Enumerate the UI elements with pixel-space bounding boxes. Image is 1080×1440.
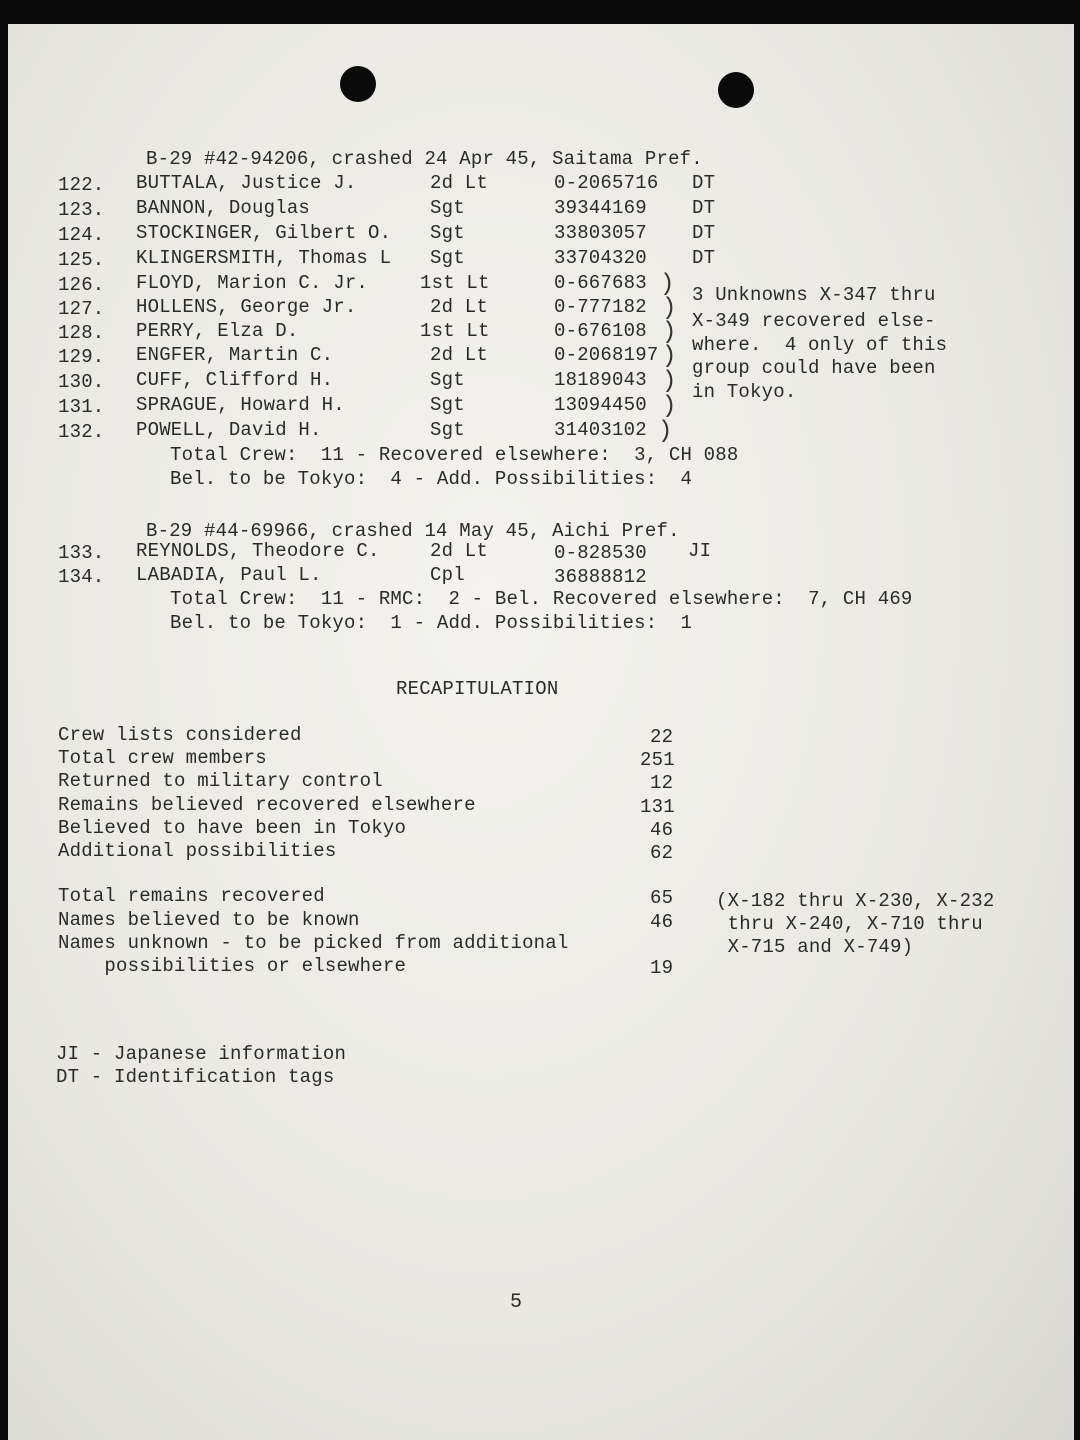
crew-rank: Cpl (430, 564, 465, 586)
crew-code: DT (692, 222, 716, 244)
recap-value: 22 (650, 726, 674, 748)
crew-code: DT (692, 247, 716, 269)
recap-value: 12 (650, 772, 674, 794)
recap-label: Additional possibilities (58, 840, 337, 862)
crew-name: BUTTALA, Justice J. (136, 172, 357, 194)
recap-value: 46 (650, 911, 674, 933)
crew-rank: 2d Lt (430, 296, 489, 318)
crew-rank: 2d Lt (430, 540, 489, 562)
crew-serial: 0-667683 (554, 272, 647, 294)
punch-hole-right (718, 72, 754, 108)
crew-serial: 0-777182 (554, 296, 647, 318)
row-number: 126. (58, 274, 105, 296)
crew-serial: 39344169 (554, 197, 647, 219)
crew-name: FLOYD, Marion C. Jr. (136, 272, 369, 294)
section1-total-line: Total Crew: 11 - Recovered elsewhere: 3, CH 088 (170, 444, 739, 466)
recap-label: Believed to have been in Tokyo (58, 817, 407, 839)
recap-value: 46 (650, 819, 674, 841)
note-line: thru X-240, X-710 thru (716, 913, 983, 935)
recap-label: Names believed to be known (58, 909, 360, 931)
row-number: 122. (58, 174, 105, 196)
crew-rank: Sgt (430, 247, 465, 269)
row-number: 134. (58, 566, 105, 588)
crew-serial: 33803057 (554, 222, 647, 244)
crew-name: ENGFER, Martin C. (136, 344, 334, 366)
row-number: 123. (58, 199, 105, 221)
recap-value: 131 (640, 796, 675, 818)
note-line: group could have been (692, 357, 936, 379)
crew-serial: 0-2065716 (554, 172, 659, 194)
note-line: (X-182 thru X-230, X-232 (716, 890, 995, 912)
crew-name: PERRY, Elza D. (136, 320, 299, 342)
row-number: 131. (58, 396, 105, 418)
recap-label: Returned to military control (58, 770, 383, 792)
crew-rank: Sgt (430, 394, 465, 416)
crew-code: DT (692, 172, 716, 194)
crew-serial: 13094450 (554, 394, 647, 416)
recap-label: Crew lists considered (58, 724, 302, 746)
legend-item: JI - Japanese information (56, 1043, 347, 1065)
recap-label: possibilities or elsewhere (58, 955, 407, 977)
note-line: where. 4 only of this (692, 334, 948, 356)
crew-rank: Sgt (430, 419, 465, 441)
row-number: 127. (58, 298, 105, 320)
note-line: 3 Unknowns X-347 thru (692, 284, 936, 306)
crew-name: HOLLENS, George Jr. (136, 296, 357, 318)
recap-label: Total remains recovered (58, 885, 325, 907)
crew-name: CUFF, Clifford H. (136, 369, 334, 391)
crew-rank: Sgt (430, 222, 465, 244)
recap-label: Remains believed recovered elsewhere (58, 794, 476, 816)
recap-value: 62 (650, 842, 674, 864)
crew-name: REYNOLDS, Theodore C. (136, 540, 380, 562)
crew-code: DT (692, 197, 716, 219)
recap-title: RECAPITULATION (396, 678, 559, 700)
note-line: X-715 and X-749) (716, 936, 914, 958)
recap-label: Names unknown - to be picked from additional (58, 932, 569, 954)
crew-rank: 2d Lt (430, 172, 489, 194)
crew-name: KLINGERSMITH, Thomas L (136, 247, 392, 269)
document-page: B-29 #42-94206, crashed 24 Apr 45, Saitama Pref. 122. BUTTALA, Justice J. 2d Lt 0-2065716 DT 123. BANNON, Douglas Sgt 39344169 DT 124. STOCKINGER, Gilbert O. Sgt 33803057 DT 125. KLINGERSMITH, Thomas L Sgt 33704320 DT 126. FLOYD, Marion C. Jr. 1st Lt 0-667683 127. HOLLENS, George Jr. 2d Lt 0-777182 128. PERRY, Elza D. 1st Lt 0-676108 129. ENGFER, Martin C. 2d Lt 0-2068197 130. CUFF, Clifford H. Sgt 18189043 131. SPRAGUE, Howard H. Sgt 13094450 132. POWELL, David H. Sgt 31403102 ) ) ) ) ) ) ) 3 Unknowns X-347 thru X-349 recovered else- where. 4 only of this group could have been in Tokyo. Total Crew: 11 - Recovered elsewhere: 3, CH 088 Bel. to be Tokyo: 4 - Add. Possibilities: 4 B-29 #44-69966, crashed 14 May 45, Aichi Pref. 133. REYNOLDS, Theodore C. 2d Lt 0-828530 JI 134. LABADIA, Paul L. Cpl 36888812 Total Crew: 11 - RMC: 2 - Bel. Recovered elsewhere: 7, CH 469 Bel. to be Tokyo: 1 - Add. Possibilities: 1 RECAPITULATION Crew lists considered 22 Total crew members 251 Returned to military control 12 Remains believed recovered elsewhere 131 Believed to have been in Tokyo 46 Additional possibilities 62 Total remains recovered 65 Names believed to be known 46 Names unknown - to be picked from additional possibilities or elsewhere 19 (X-182 thru X-230, X-232 thru X-240, X-710 thru X-715 and X-749) JI - Japanese information DT - Identification tags 5 (8, 24, 1074, 1440)
crew-rank: Sgt (430, 369, 465, 391)
section1-header: B-29 #42-94206, crashed 24 Apr 45, Saitama Pref. (146, 148, 703, 170)
crew-name: STOCKINGER, Gilbert O. (136, 222, 392, 244)
crew-serial: 0-2068197 (554, 344, 659, 366)
crew-rank: Sgt (430, 197, 465, 219)
row-number: 125. (58, 249, 105, 271)
crew-code: JI (688, 540, 712, 562)
crew-serial: 0-828530 (554, 542, 647, 564)
row-number: 130. (58, 371, 105, 393)
row-number: 133. (58, 542, 105, 564)
crew-serial: 18189043 (554, 369, 647, 391)
punch-hole-left (340, 66, 376, 102)
crew-name: LABADIA, Paul L. (136, 564, 322, 586)
crew-rank: 1st Lt (420, 272, 490, 294)
crew-serial: 0-676108 (554, 320, 647, 342)
crew-rank: 1st Lt (420, 320, 490, 342)
crew-name: POWELL, David H. (136, 419, 322, 441)
row-number: 132. (58, 421, 105, 443)
crew-serial: 33704320 (554, 247, 647, 269)
row-number: 124. (58, 224, 105, 246)
section2-tokyo-line: Bel. to be Tokyo: 1 - Add. Possibilities: 1 (170, 612, 693, 634)
crew-serial: 31403102 (554, 419, 647, 441)
recap-value: 19 (650, 957, 674, 979)
section2-header: B-29 #44-69966, crashed 14 May 45, Aichi Pref. (146, 520, 680, 542)
crew-name: BANNON, Douglas (136, 197, 311, 219)
section1-tokyo-line: Bel. to be Tokyo: 4 - Add. Possibilities: 4 (170, 468, 693, 490)
crew-serial: 36888812 (554, 566, 647, 588)
note-line: in Tokyo. (692, 381, 797, 403)
recap-value: 251 (640, 749, 675, 771)
crew-rank: 2d Lt (430, 344, 489, 366)
row-number: 129. (58, 346, 105, 368)
row-number: 128. (58, 322, 105, 344)
recap-value: 65 (650, 887, 674, 909)
section2-total-line: Total Crew: 11 - RMC: 2 - Bel. Recovered elsewhere: 7, CH 469 (170, 588, 913, 610)
crew-name: SPRAGUE, Howard H. (136, 394, 345, 416)
legend-item: DT - Identification tags (56, 1066, 335, 1088)
recap-label: Total crew members (58, 747, 267, 769)
note-line: X-349 recovered else- (692, 310, 936, 332)
page-number: 5 (510, 1291, 523, 1314)
